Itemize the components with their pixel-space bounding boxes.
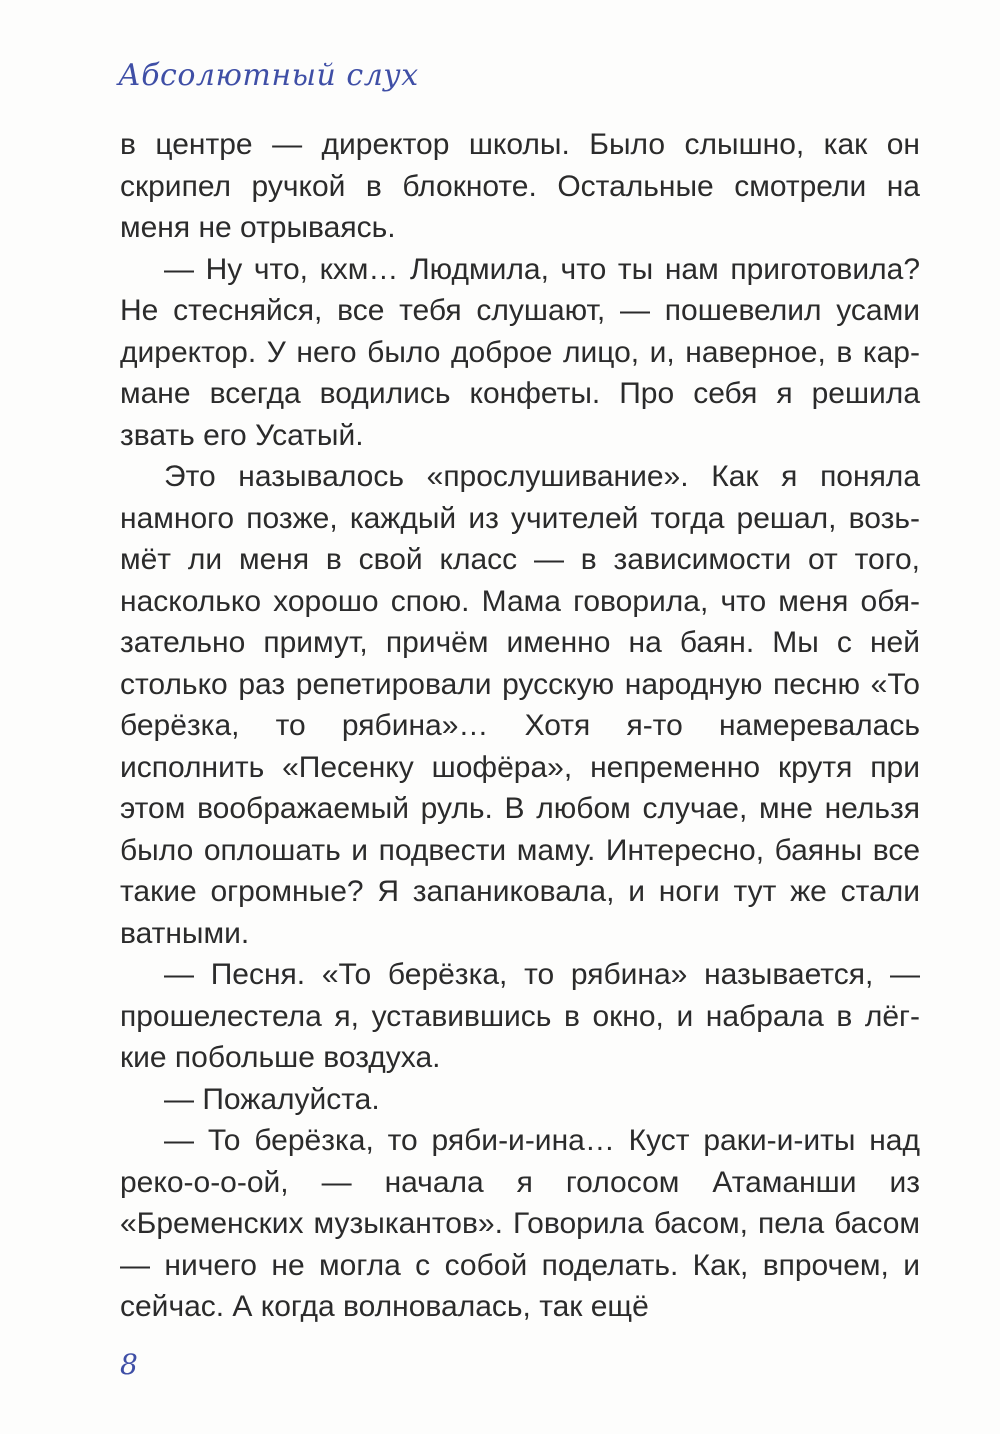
paragraph: — Песня. «То берёзка, то рябина» называется, — прошелестела я, уставившись в окно, и набрала в лёгкие побольше воздуха. (120, 958, 920, 1074)
paragraph: в центре — директор школы. Было слышно, как он скрипел ручкой в блокноте. Остальные смотрели на меня не отрываясь. (120, 128, 920, 244)
page-number: 8 (120, 1348, 138, 1381)
body-text (120, 124, 920, 1328)
paragraph: — Ну что, кхм… Людмила, что ты нам приготовила? Не стесняйся, все тебя слушают, — пошевелил усами директор. У него было доброе лицо, и, наверное, в кармане всегда водились конфеты. Про себя я решила звать его Усатый. (120, 252, 920, 452)
paragraph: — Пожалуйста. (164, 1082, 380, 1116)
running-title: Абсолютный слух (118, 58, 419, 93)
paragraph: — То берёзка, то ряби-и-ина… Куст раки-и-иты над реко-о-о-ой, — начала я голосом Атаманши из «Бременских музыкантов». Говорила басом, пела басом — ничего не могла с собой поделать. Как, впрочем, и сейчас. А когда волновалась, так ещё (120, 1124, 920, 1323)
paragraph: Это называлось «прослушивание». Как я поняла намного позже, каждый из учителей тогда решал, возьмёт ли меня в свой класс — в зависимости от того, насколько хорошо спою. Мама говорила, что меня обязательно примут, причём именно на баян. Мы с ней столько раз репетировали русскую народную песню «То берёзка, то рябина»… Хотя я-то намеревалась исполнить «Песенку шофёра», непременно крутя при этом воображаемый руль. В любом случае, мне нельзя было оплошать и подвести маму. Интересно, баяны все такие огромные? Я запаниковала, и ноги тут же стали ватными. (120, 460, 920, 950)
